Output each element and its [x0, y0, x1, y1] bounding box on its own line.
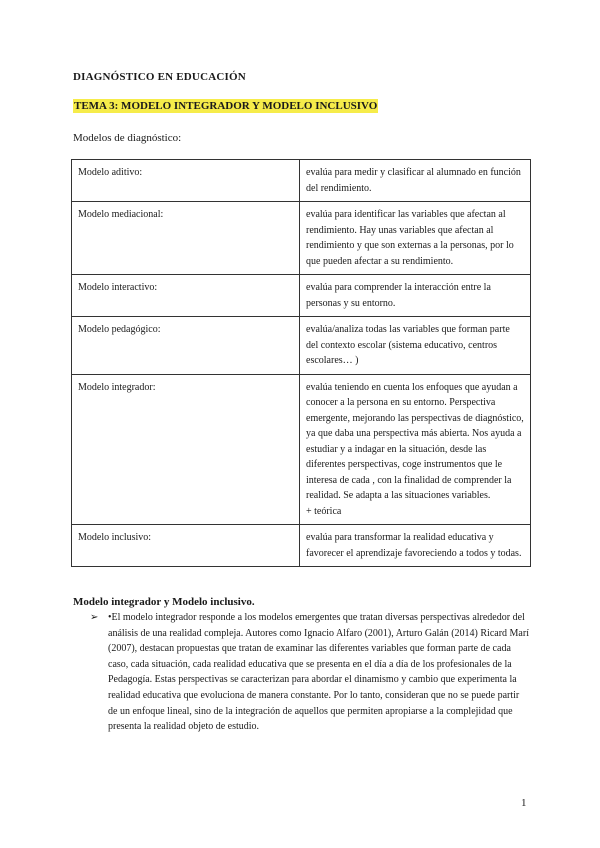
- model-description-text: evalúa teniendo en cuenta los enfoques que ayudan a conocer a la persona en su entorno. Perspectiva emergente, mejorando las perspectivas de diagnóstico, ya que daba una perspectiva más abierta. Nos ayuda a estudiar y a indagar en la situación, desde las diferentes perspectivas, coge instrumentos que le interesa de cada , con la finalidad de comprender la realidad. Se adapta a las situaciones variables.: [306, 381, 524, 501]
- model-description-note: + teórica: [306, 505, 342, 517]
- bullet-paragraph: [90, 610, 530, 735]
- table-row: [72, 374, 531, 525]
- table-row: [72, 160, 531, 202]
- intro-text: Modelos de diagnóstico:: [73, 132, 182, 144]
- model-name-cell: Modelo integrador:: [72, 374, 300, 525]
- model-description-cell: evalúa para comprender la interacción entre la personas y su entorno.: [300, 275, 531, 317]
- models-table: [71, 159, 531, 567]
- model-description-cell: evalúa para medir y clasificar al alumnado en función del rendimiento.: [300, 160, 531, 202]
- model-description-cell: evalúa para identificar las variables que afectan al rendimiento. Hay unas variables que afectan al rendimiento y que son externas a la personas, por lo que pueden afectar a su rendimiento.: [300, 202, 531, 275]
- document-heading: DIAGNÓSTICO EN EDUCACIÓN: [73, 71, 246, 83]
- table-row: [72, 202, 531, 275]
- model-description-cell: [300, 374, 531, 525]
- model-name-cell: Modelo inclusivo:: [72, 525, 300, 567]
- model-description-cell: evalúa/analiza todas las variables que forman parte del contexto escolar (sistema educativo, centros escolares… ): [300, 317, 531, 375]
- topic-title-highlight: TEMA 3: MODELO INTEGRADOR Y MODELO INCLUSIVO: [74, 100, 378, 112]
- model-name-cell: Modelo mediacional:: [72, 202, 300, 275]
- model-description-cell: evalúa para transformar la realidad educativa y favorecer el aprendizaje favoreciendo a todos y todas.: [300, 525, 531, 567]
- model-name-cell: Modelo pedagógico:: [72, 317, 300, 375]
- bullet-text: •El modelo integrador responde a los modelos emergentes que tratan diversas perspectivas alrededor del análisis de una realidad compleja. Autores como Ignacio Alfaro (2001), Arturo Galán (2014) Ricard Marí (2007), destacan propuestas que tratan de examinar las diferentes variables que forman parte de cada caso, cada situación, cada realidad educativa que se presenta en el día a día de los profesionales de la Pedagogía. Estas perspectivas se caracterizan para abordar el dinamismo y cambio que experimenta la realidad educativa que evoluciona de manera constante. Por lo tanto, consideran que no se puede partir de un enfoque lineal, sino de la integración de aquellos que permiten apropiarse a la complejidad que presenta la realidad objeto de estudio.: [108, 612, 529, 733]
- section-title: Modelo integrador y Modelo inclusivo.: [73, 596, 255, 608]
- topic-title: [73, 100, 378, 112]
- model-name-cell: Modelo interactivo:: [72, 275, 300, 317]
- table-row: [72, 525, 531, 567]
- table-row: [72, 317, 531, 375]
- arrow-bullet-icon: ➢: [90, 612, 99, 623]
- model-name-cell: Modelo aditivo:: [72, 160, 300, 202]
- page-number: 1: [521, 797, 527, 809]
- table-row: [72, 275, 531, 317]
